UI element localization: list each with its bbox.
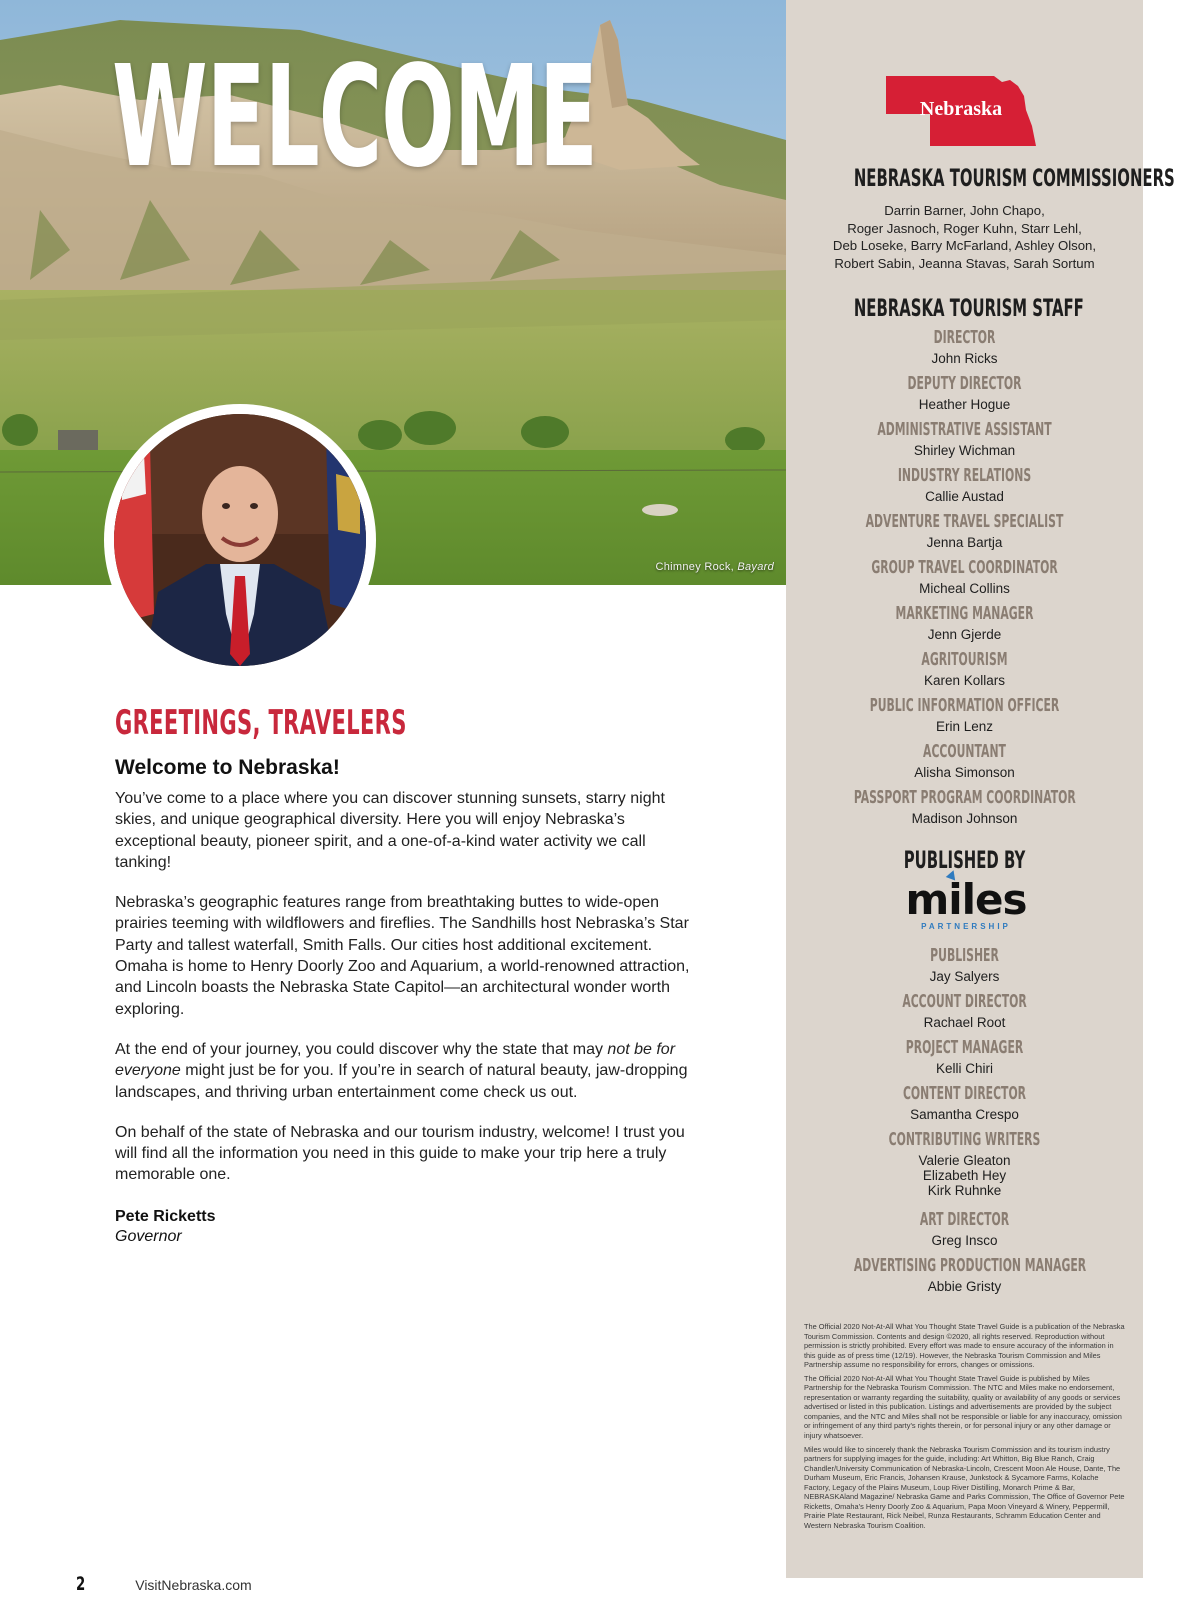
staff-entry: [786, 790, 1143, 836]
letter-paragraph-1: You’ve come to a place where you can discover stunning sunsets, starry night skies, and unique geographical diversity. Here you will enjoy Nebraska’s exceptional beauty, pioneer spirit, and a one-of-a-kind water activity we call tanking!: [115, 790, 665, 871]
staff-heading: NEBRASKA TOURISM STAFF: [853, 294, 1084, 322]
welcome-heading: Welcome to Nebraska!: [115, 756, 340, 779]
letter-paragraph-4: On behalf of the state of Nebraska and our tourism industry, welcome! I trust you will find all the information you need in this guide to make your trip here a truly memorable one.: [115, 1123, 685, 1184]
staff-name: Madison Johnson: [911, 810, 1018, 826]
publisher-role: PUBLISHER: [930, 946, 999, 966]
publisher-name: Jay Salyers: [929, 968, 1000, 984]
staff-name: Erin Lenz: [935, 718, 994, 734]
paragraph-3-text-b: might just be for you. If you’re in search of natural beauty, jaw-dropping landscapes, and thriving urban entertainment come check us out.: [115, 1062, 688, 1101]
commissioners-line: Roger Jasnoch, Roger Kuhn, Starr Lehl,: [847, 220, 1082, 236]
miles-logo-word: miles: [905, 875, 1027, 924]
publisher-name: Samantha Crespo: [910, 1106, 1019, 1122]
staff-entry: [786, 514, 1143, 560]
publisher-name: Kelli Chiri: [935, 1060, 993, 1076]
letter-paragraph-2: Nebraska’s geographic features range from breathtaking buttes to wide-open prairies teeming with wildflowers and fireflies. The Sandhills host Nebraska’s Star Party and tallest waterfall, Smith Falls. Our cities host additional excitement. Omaha is home to Henry Doorly Zoo and Aquarium, a world-renowned attraction, and Lincoln boasts the Nebraska State Capitol—an architectural wonder worth exploring.: [115, 894, 690, 1018]
publisher-name: Greg Insco: [931, 1232, 998, 1248]
fine-print-paragraph: The Official 2020 Not-At-All What You Thought State Travel Guide is published by Miles Partnership for the Nebraska Tourism Commission. The NTC and Miles make no endorsement, representation or warranty regarding the suitability, quality or availability of any goods or services advertised or listed in this publication. Listings and advertisements are provided by the subject companies, and the NTC and Miles shall not be responsible or liable for any inaccuracy, omission or infringement of any third party’s rights therein, or for personal injury or any other damage or injury whatsoever.: [804, 1373, 1122, 1441]
photo-caption: [656, 561, 775, 573]
publisher-entry: [786, 1132, 1143, 1212]
staff-name: John Ricks: [931, 350, 998, 366]
commissioners-line: Darrin Barner, John Chapo,: [884, 203, 1045, 218]
page-number: 2: [76, 1573, 86, 1595]
publisher-entry: [786, 994, 1143, 1040]
published-by-heading: PUBLISHED BY: [903, 846, 1026, 874]
publisher-role: CONTENT DIRECTOR: [902, 1084, 1027, 1104]
commissioners-heading: NEBRASKA TOURISM COMMISSIONERS: [853, 164, 1175, 192]
staff-role: GROUP TRAVEL COORDINATOR: [871, 558, 1058, 578]
staff-role: MARKETING MANAGER: [895, 604, 1034, 624]
signature-title: Governor: [115, 1227, 182, 1245]
fine-print-paragraph: The Official 2020 Not-At-All What You Thought State Travel Guide is a publication of the Nebraska Tourism Commission. Contents and design ©2020, all rights reserved. Reproduction without permission is strictly prohibited. Every effort was made to ensure accuracy of the information in this guide as of press time (12/19). However, the Nebraska Tourism Commission and Miles Partnership assume no responsibility for errors, changes or omissions.: [804, 1322, 1125, 1370]
publisher-role: ART DIRECTOR: [919, 1210, 1010, 1230]
caption-place: Chimney Rock,: [655, 561, 738, 573]
staff-entry: [786, 744, 1143, 790]
publisher-role: CONTRIBUTING WRITERS: [888, 1130, 1041, 1150]
publisher-name: Elizabeth Hey: [922, 1167, 1007, 1183]
publisher-name: Abbie Gristy: [927, 1278, 1002, 1294]
commissioners-section: [786, 164, 1175, 272]
governor-letter: [115, 703, 705, 1246]
staff-name: Alisha Simonson: [914, 764, 1015, 780]
website-link[interactable]: VisitNebraska.com: [135, 1577, 252, 1593]
greeting-heading: GREETINGS, TRAVELERS: [115, 703, 407, 743]
publisher-entry: [786, 1040, 1143, 1086]
governor-photo: [114, 414, 366, 666]
staff-role: DIRECTOR: [933, 328, 996, 348]
staff-name: Karen Kollars: [923, 672, 1006, 688]
staff-entry: [786, 698, 1143, 744]
nebraska-logo: [886, 76, 1036, 146]
publisher-role: PROJECT MANAGER: [905, 1038, 1024, 1058]
staff-role: PASSPORT PROGRAM COORDINATOR: [853, 788, 1076, 808]
page-footer: [76, 1573, 252, 1595]
staff-name: Micheal Collins: [919, 580, 1010, 596]
publisher-entry: [786, 1258, 1143, 1304]
signature-name: Pete Ricketts: [115, 1207, 216, 1225]
paragraph-3-text-a: At the end of your journey, you could discover why the state that may: [115, 1040, 608, 1058]
staff-entry: [786, 560, 1143, 606]
staff-role: ADVENTURE TRAVEL SPECIALIST: [865, 512, 1064, 532]
staff-role: DEPUTY DIRECTOR: [907, 374, 1022, 394]
staff-role: ACCOUNTANT: [923, 742, 1006, 762]
staff-name: Shirley Wichman: [913, 442, 1016, 458]
staff-name: Jenn Gjerde: [927, 626, 1002, 642]
paragraph-3-emphasis: not be for everyone: [115, 1040, 676, 1080]
commissioners-line: Deb Loseke, Barry McFarland, Ashley Olson,: [832, 238, 1097, 253]
fine-print-paragraph: Miles would like to sincerely thank the Nebraska Tourism Commission and its tourism industry partners for supplying images for the guide, including: Art Whitton, Big Blue Ranch, Craig Chandler/University Communication of Nebraska-Lincoln, Crescent Moon Ale House, Dante, The Durham Museum, Eric Francis, Johansen Krause, Junkstock & Sycamore Farms, Kolache Factory, Legacy of the Plains Museum, Loup River Distilling, Monarch Prime & Bar, NEBRASKAland Magazine/ Nebraska Game and Parks Commission, The Office of Governor Pete Ricketts, Omaha’s Henry Doorly Zoo & Aquarium, Papa Moon Vineyard & Winery, Peppermill, Prairie Plate Restaurant, Rick Neibel, Runza Restaurants, Schramm Education Center and Western Nebraska Tourism Coalition.: [804, 1444, 1125, 1530]
governor-portrait: [104, 404, 376, 676]
publisher-staff-list: [786, 948, 1143, 1304]
fine-print: [804, 1322, 1126, 1530]
publisher-name: Rachael Root: [923, 1014, 1006, 1030]
staff-role: PUBLIC INFORMATION OFFICER: [869, 696, 1060, 716]
staff-entry: [786, 606, 1143, 652]
staff-list: [786, 330, 1143, 836]
published-by-section: [786, 848, 1143, 872]
caption-town: Bayard: [737, 561, 774, 573]
staff-entry: [786, 422, 1143, 468]
letter-paragraph-3: [115, 1039, 705, 1103]
staff-entry: [786, 652, 1143, 698]
staff-entry: [786, 330, 1143, 376]
staff-entry: [786, 468, 1143, 514]
publisher-name: Kirk Ruhnke: [927, 1182, 1002, 1198]
commissioners-line: Robert Sabin, Jeanna Stavas, Sarah Sortum: [834, 255, 1095, 271]
publisher-name: Valerie Gleaton: [918, 1152, 1011, 1168]
staff-role: INDUSTRY RELATIONS: [897, 466, 1032, 486]
publisher-role: ACCOUNT DIRECTOR: [902, 992, 1027, 1012]
page-title: WELCOME: [112, 36, 597, 199]
staff-section: [786, 296, 1143, 836]
masthead-sidebar: [786, 0, 1175, 1578]
commissioners-names: [786, 202, 1143, 272]
publisher-entry: [786, 1086, 1143, 1132]
publisher-entry: [786, 1212, 1143, 1258]
staff-name: Callie Austad: [925, 488, 1004, 504]
logo-text: Nebraska: [919, 98, 1003, 120]
publisher-entry: [786, 948, 1143, 994]
miles-partnership-logo: [901, 875, 1031, 934]
publisher-role: ADVERTISING PRODUCTION MANAGER: [853, 1256, 1087, 1276]
staff-name: Jenna Bartja: [926, 534, 1003, 550]
staff-role: AGRITOURISM: [921, 650, 1008, 670]
staff-role: ADMINISTRATIVE ASSISTANT: [877, 420, 1052, 440]
staff-entry: [786, 376, 1143, 422]
staff-name: Heather Hogue: [918, 396, 1011, 412]
miles-logo-sub: PARTNERSHIP: [921, 922, 1011, 931]
